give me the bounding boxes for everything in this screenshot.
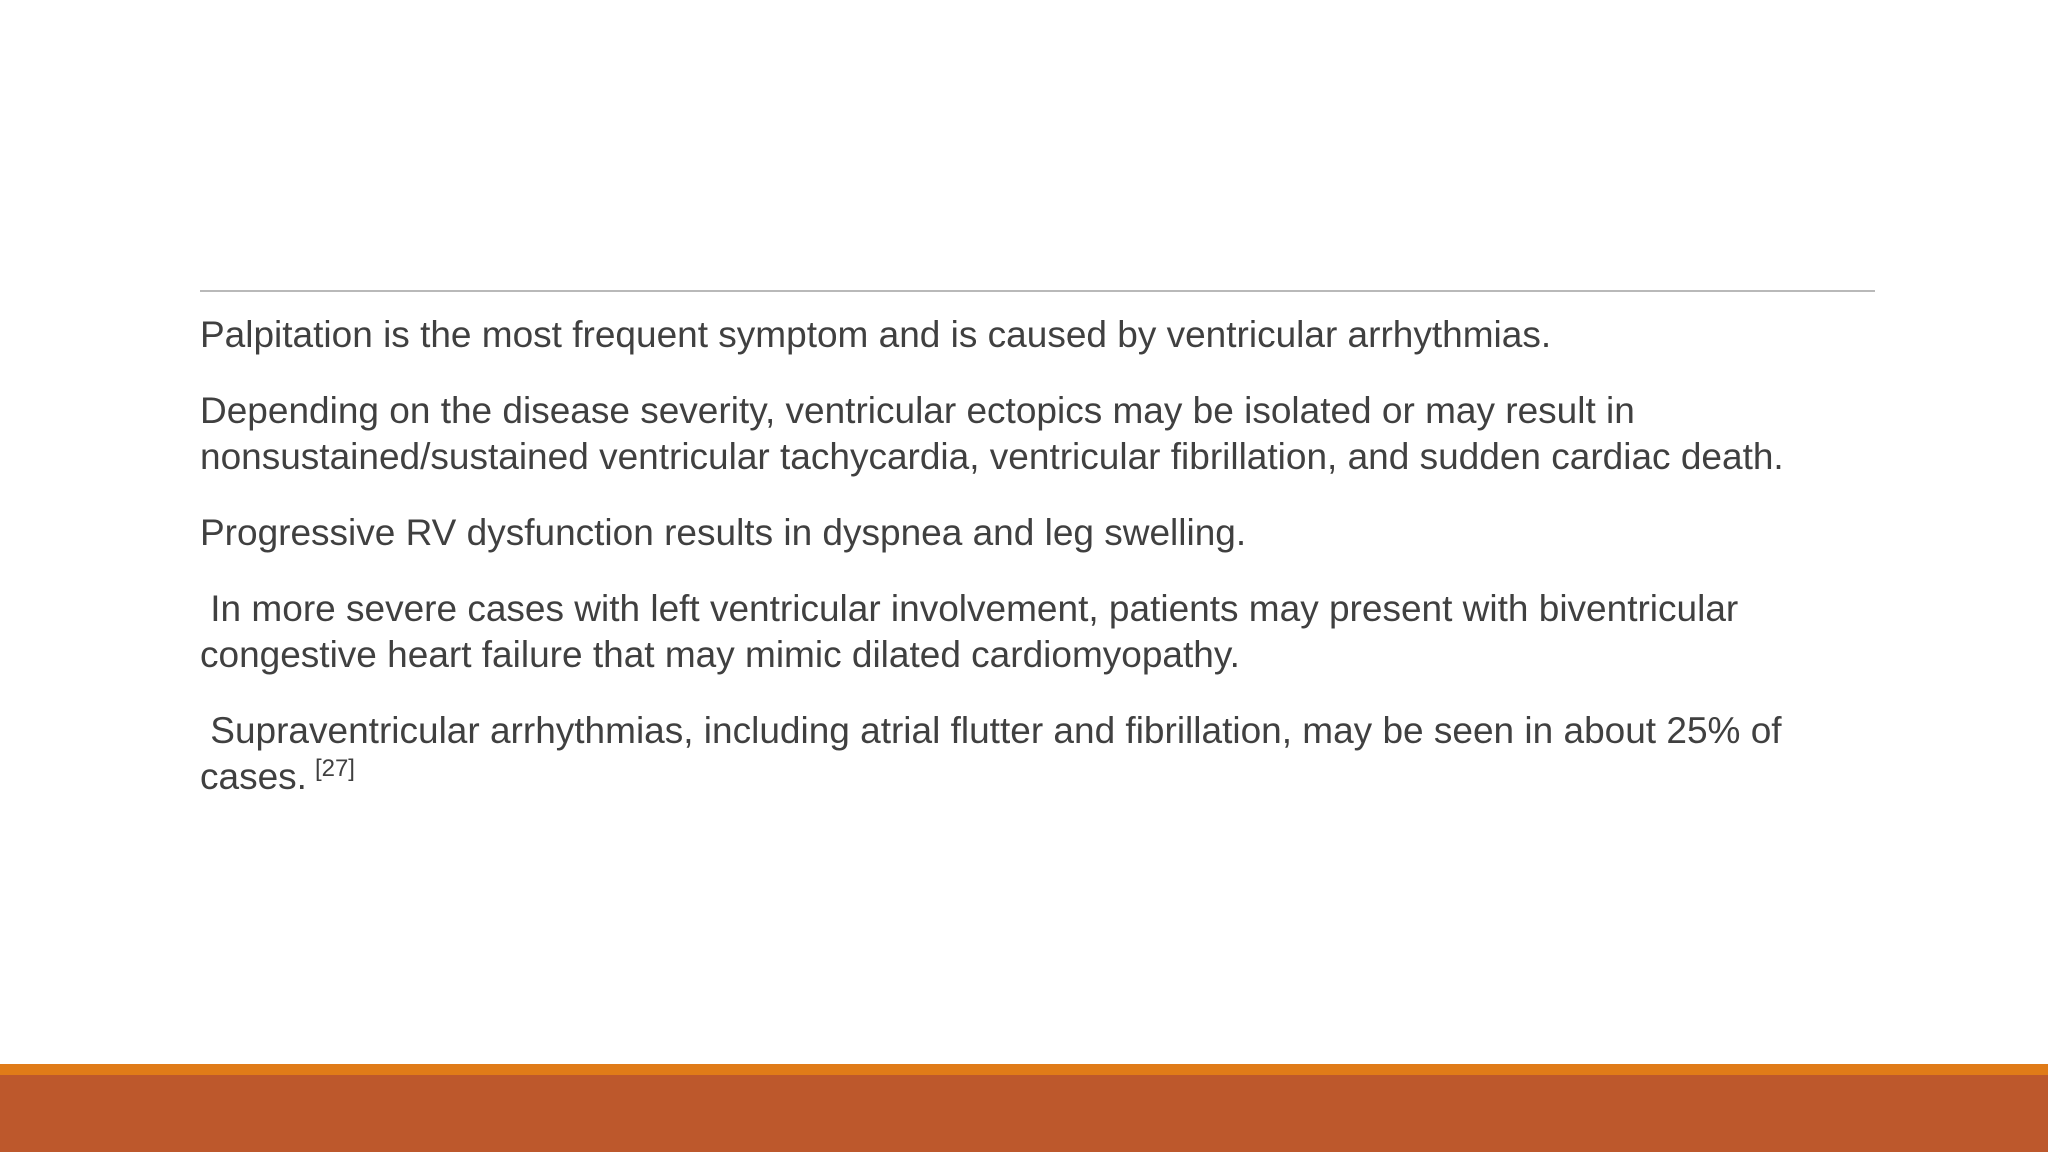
body-paragraph-5-text: Supraventricular arrhythmias, including atrial flutter and fibrillation, may be seen in about 25% of cases.: [200, 710, 1792, 797]
title-divider: [200, 290, 1875, 292]
slide-body: [200, 312, 1875, 830]
footer-band: [0, 1075, 2048, 1152]
body-paragraph-1: Palpitation is the most frequent symptom and is caused by ventricular arrhythmias.: [200, 314, 1552, 355]
body-paragraph-5: [200, 708, 1875, 800]
citation-reference: [27]: [314, 754, 355, 782]
footer-accent-stripe: [0, 1064, 2048, 1075]
body-paragraph-4: In more severe cases with left ventricular involvement, patients may present with biventricular congestive heart failure that may mimic dilated cardiomyopathy.: [200, 588, 1749, 675]
body-paragraph-2: Depending on the disease severity, ventricular ectopics may be isolated or may result in nonsustained/sustained ventricular tachycardia, ventricular fibrillation, and sudden cardiac death.: [200, 390, 1784, 477]
body-paragraph-3: Progressive RV dysfunction results in dyspnea and leg swelling.: [200, 512, 1247, 553]
